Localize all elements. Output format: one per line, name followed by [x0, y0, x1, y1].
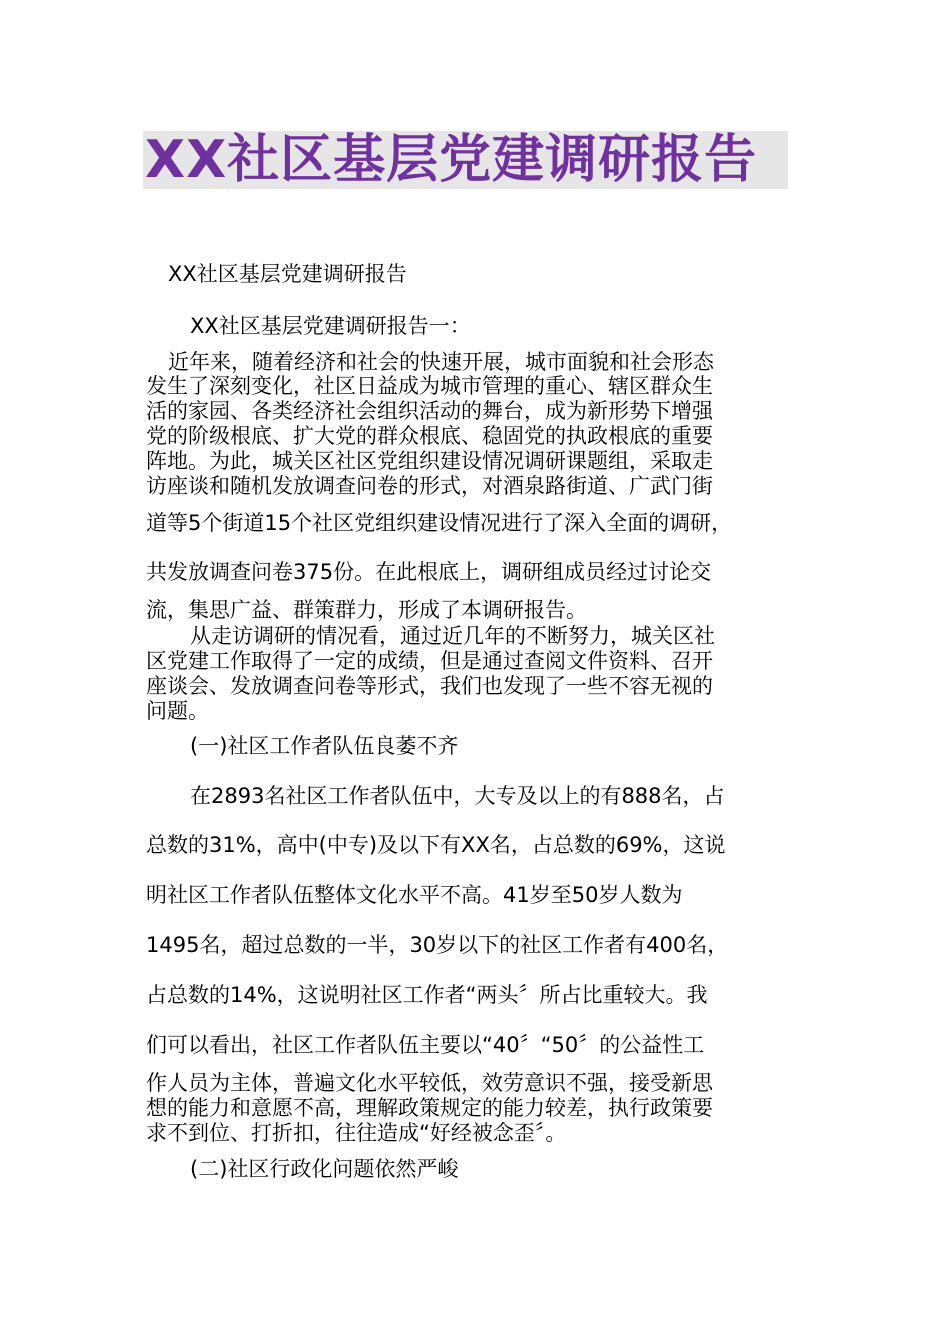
paragraph3-line: 求不到位、打折扣，往往造成“好经被念歪〞。	[146, 1121, 567, 1145]
paragraph1-line: 近年来，随着经济和社会的快速开展，城市面貌和社会形态	[168, 350, 714, 374]
paragraph1-line: 阵地。为此，城关区社区党组织建设情况调研课题组，采取走	[146, 449, 713, 473]
paragraph2-line: 从走访调研的情况看，通过近几年的不断努力，城关区社	[190, 624, 715, 648]
section-heading: XX社区基层党建调研报告一：	[190, 314, 471, 338]
paragraph2-line: 问题。	[146, 699, 209, 723]
document-subtitle: XX社区基层党建调研报告	[168, 262, 407, 286]
subheading-2: (二)社区行政化问题依然严峻	[190, 1157, 459, 1181]
paragraph3-line: 占总数的14%，这说明社区工作者“两头〞所占比重较大。我	[146, 983, 708, 1007]
document-title: XX社区基层党建调研报告	[145, 130, 758, 190]
paragraph1-line: 共发放调查问卷375份。在此根底上，调研组成员经过讨论交	[146, 560, 712, 584]
paragraph1-line: 活的家园、各类经济社会组织活动的舞台，成为新形势下增强	[146, 399, 713, 423]
paragraph2-line: 座谈会、发放调查问卷等形式，我们也发现了一些不容无视的	[146, 674, 713, 698]
paragraph1-line: 党的阶级根底、扩大党的群众根底、稳固党的执政根底的重要	[146, 424, 713, 448]
paragraph3-line: 明社区工作者队伍整体文化水平不高。41岁至50岁人数为	[146, 883, 683, 907]
paragraph3-line: 们可以看出，社区工作者队伍主要以“40〞“50〞的公益性工	[146, 1033, 705, 1057]
paragraph3-line: 作人员为主体，普遍文化水平较低，效劳意识不强，接受新思	[146, 1071, 713, 1095]
paragraph3-line: 在2893名社区工作者队伍中，大专及以上的有888名，占	[190, 784, 725, 808]
paragraph2-line: 区党建工作取得了一定的成绩，但是通过查阅文件资料、召开	[146, 649, 713, 673]
paragraph3-line: 想的能力和意愿不高，理解政策规定的能力较差，执行政策要	[146, 1096, 713, 1120]
paragraph1-line: 访座谈和随机发放调查问卷的形式，对酒泉路街道、广武门街	[146, 474, 713, 498]
paragraph1-line: 道等5个街道15个社区党组织建设情况进行了深入全面的调研，	[146, 511, 733, 535]
paragraph1-line: 发生了深刻变化，社区日益成为城市管理的重心、辖区群众生	[146, 374, 713, 398]
paragraph1-line: 流，集思广益、群策群力，形成了本调研报告。	[146, 598, 587, 622]
subheading-1: (一)社区工作者队伍良萎不齐	[190, 734, 459, 758]
paragraph3-line: 1495名，超过总数的一半，30岁以下的社区工作者有400名，	[146, 933, 729, 957]
paragraph3-line: 总数的31%，高中(中专)及以下有XX名，占总数的69%，这说	[146, 833, 726, 857]
